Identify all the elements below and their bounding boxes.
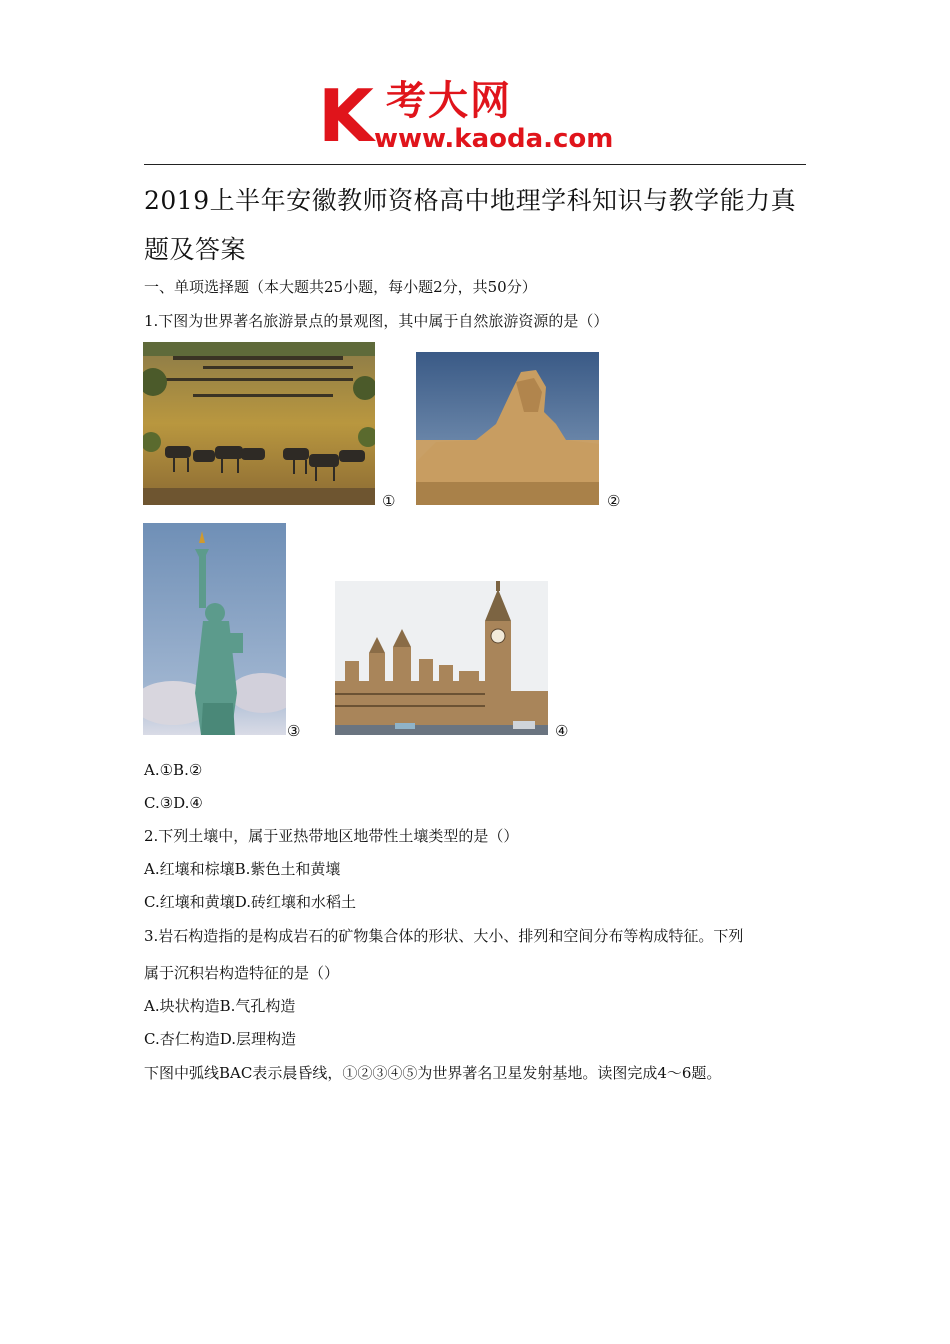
question-3-line-1: 3.岩石构造指的是构成岩石的矿物集合体的形状、大小、排列和空间分布等构成特征。下列: [144, 927, 744, 945]
questions-4-6-intro: 下图中弧线BAC表示晨昏线，①②③④⑤为世界著名卫星发射基地。读图完成4～6题。: [144, 1064, 722, 1082]
q1-options-line-1: A.①B.②: [144, 761, 203, 779]
big-ben-parliament-photo: [335, 581, 548, 735]
logo-k-letter: K: [318, 74, 374, 158]
savanna-wildebeest-photo: [143, 342, 375, 505]
image-mark-1: ①: [382, 492, 396, 510]
section-heading: 一、单项选择题（本大题共25小题，每小题2分，共50分）: [144, 278, 537, 296]
logo-title: 考大网: [386, 78, 512, 124]
image-mark-2: ②: [607, 492, 621, 510]
question-1: 1.下图为世界著名旅游景点的景观图，其中属于自然旅游资源的是（）: [144, 312, 609, 330]
question-2: 2.下列土壤中，属于亚热带地区地带性土壤类型的是（）: [144, 827, 519, 845]
header-divider: [144, 164, 806, 165]
q3-options-line-2: C.杏仁构造D.层理构造: [144, 1030, 296, 1048]
page-title-line-2: 题及答案: [144, 235, 247, 264]
image-mark-3: ③: [287, 722, 301, 740]
q3-options-line-1: A.块状构造B.气孔构造: [144, 997, 296, 1015]
kaoda-logo: [318, 74, 648, 160]
question-3-line-2: 属于沉积岩构造特征的是（）: [144, 964, 340, 982]
image-mark-4: ④: [555, 722, 569, 740]
page-title-line-1: 2019上半年安徽教师资格高中地理学科知识与教学能力真: [144, 186, 797, 215]
q1-options-line-2: C.③D.④: [144, 794, 203, 812]
statue-of-liberty-photo: [143, 523, 286, 735]
q2-options-line-1: A.红壤和棕壤B.紫色土和黄壤: [144, 860, 341, 878]
logo-url: www.kaoda.com: [374, 124, 614, 154]
sphinx-photo: [416, 352, 599, 505]
q2-options-line-2: C.红壤和黄壤D.砖红壤和水稻土: [144, 893, 356, 911]
